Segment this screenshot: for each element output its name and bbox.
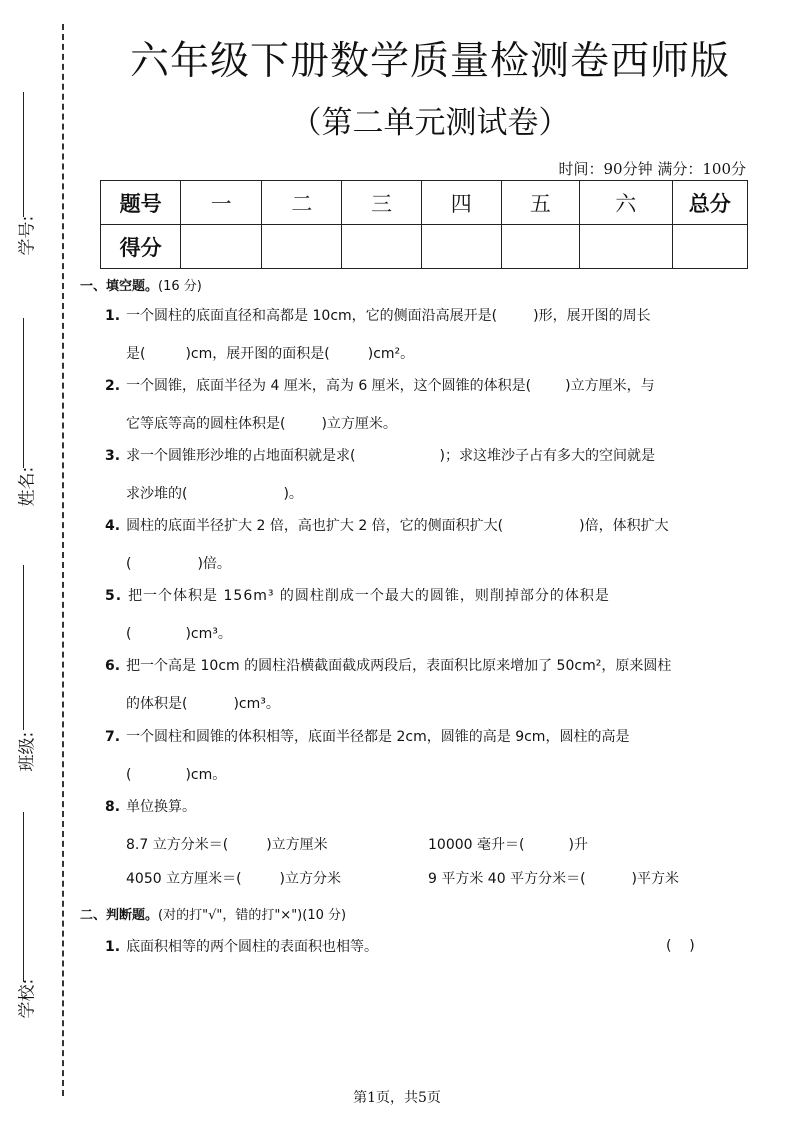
score-cell[interactable]: [672, 225, 747, 269]
score-table-score-row: [101, 225, 748, 269]
section-2-heading: [80, 904, 346, 923]
question-text: )；求这堆沙子占有多大的空间就是: [439, 448, 655, 464]
question-text: )立方厘米: [266, 837, 328, 853]
question-text: )cm³。: [233, 696, 280, 712]
question-text: )形，展开图的周长: [533, 308, 651, 324]
score-table-header-row: [101, 181, 748, 225]
question-6: [105, 649, 717, 684]
question-5-line-2: [126, 623, 232, 643]
school-label: 学校:: [17, 978, 38, 1019]
question-number: 1.: [105, 308, 121, 324]
question-text: )立方厘米。: [321, 416, 397, 432]
question-text: 一个圆柱和圆锥的体积相等，底面半径都是 2cm，圆锥的高是 9cm，圆柱的高是: [126, 729, 630, 745]
question-5: [105, 579, 717, 614]
question-text: )平方米: [631, 871, 680, 887]
school-line: [23, 812, 24, 982]
question-6-line-2: [126, 693, 280, 713]
name-line: [23, 318, 24, 468]
section-1-points: (16 分): [158, 279, 202, 294]
question-number: 8.: [105, 799, 121, 815]
question-text: 一个圆锥，底面半径为 4 厘米，高为 6 厘米，这个圆锥的体积是(: [126, 378, 532, 394]
question-text: )cm³。: [185, 626, 232, 642]
question-number: 1.: [105, 939, 121, 955]
student-id-line: [23, 92, 24, 217]
section-2-points: (对的打"√"，错的打"×")(10 分): [158, 908, 347, 923]
exam-meta: 时间：90分钟 满分：100分: [558, 160, 746, 178]
question-2: [105, 369, 717, 404]
question-text: )倍。: [197, 556, 231, 572]
question-text: 4050 立方厘米＝(: [126, 871, 242, 887]
section-2-title: 二、判断题。: [80, 908, 159, 923]
question-1: [105, 299, 717, 334]
section-1-title: 一、填空题。: [80, 279, 159, 294]
question-text: 一个圆柱的底面直径和高都是 10cm，它的侧面沿高展开是(: [126, 308, 498, 324]
question-7: [105, 720, 717, 755]
question-number: 6.: [105, 658, 121, 674]
question-text: 求沙堆的(: [126, 486, 188, 502]
question-2-line-2: [126, 413, 397, 433]
table-cell: 一: [181, 181, 262, 225]
student-id-label: 学号:: [17, 215, 38, 256]
unit-conversion-row-1b: [428, 834, 588, 854]
table-cell: 得分: [101, 225, 181, 269]
question-text: )立方厘米，与: [565, 378, 655, 394]
table-cell: 总分: [672, 181, 747, 225]
score-cell[interactable]: [501, 225, 579, 269]
question-3-line-2: [126, 483, 303, 503]
name-label: 姓名:: [17, 466, 38, 507]
question-text: (: [126, 626, 132, 642]
score-cell[interactable]: [262, 225, 342, 269]
table-cell: 五: [501, 181, 579, 225]
question-text: 的体积是(: [126, 696, 188, 712]
page-title: 六年级下册数学质量检测卷西师版: [129, 39, 730, 84]
question-number: 7.: [105, 729, 121, 745]
question-text: 把一个高是 10cm 的圆柱沿横截面截成两段后，表面积比原来增加了 50cm²，原来圆柱: [126, 658, 672, 674]
question-text: 单位换算。: [126, 799, 197, 815]
question-text: )cm。: [185, 767, 227, 783]
question-number: 4.: [105, 518, 121, 534]
question-text: 8.7 立方分米＝(: [126, 837, 229, 853]
question-7-line-2: [126, 764, 226, 784]
question-text: )cm，展开图的面积是(: [185, 346, 330, 362]
judgement-question-1: [105, 930, 717, 965]
score-table: [100, 180, 748, 269]
question-1-line-2: [126, 343, 414, 363]
question-text: 求一个圆锥形沙堆的占地面积就是求(: [126, 448, 356, 464]
table-cell: 题号: [101, 181, 181, 225]
section-1-heading: [80, 275, 202, 294]
question-number: 2.: [105, 378, 121, 394]
unit-conversion-row-2: [126, 868, 341, 888]
question-8: [105, 790, 717, 825]
question-text: 是(: [126, 346, 146, 362]
unit-conversion-row-2b: [428, 868, 679, 888]
table-cell: 六: [580, 181, 673, 225]
question-text: 10000 毫升＝(: [428, 837, 525, 853]
question-text: 把一个体积是 156m³ 的圆柱削成一个最大的圆锥，则削掉部分的体积是: [128, 588, 610, 604]
page-footer: 第1页，共5页: [353, 1090, 441, 1106]
question-text: )cm²。: [367, 346, 415, 362]
question-number: 3.: [105, 448, 121, 464]
question-text: )。: [283, 486, 303, 502]
question-text: (: [126, 767, 132, 783]
page-subtitle: （第二单元测试卷）: [290, 105, 570, 141]
question-text: 它等底等高的圆柱体积是(: [126, 416, 286, 432]
score-cell[interactable]: [580, 225, 673, 269]
question-text: 圆柱的底面半径扩大 2 倍，高也扩大 2 倍，它的侧面积扩大(: [126, 518, 504, 534]
score-cell[interactable]: [181, 225, 262, 269]
question-4: [105, 509, 717, 544]
table-cell: 三: [342, 181, 421, 225]
judgement-answer-box[interactable]: ( ): [666, 938, 695, 954]
table-cell: 四: [421, 181, 501, 225]
question-4-line-2: [126, 553, 231, 573]
unit-conversion-row-1: [126, 834, 328, 854]
question-text: )立方分米: [279, 871, 342, 887]
class-line: [23, 565, 24, 730]
question-number: 5.: [105, 588, 123, 604]
question-text: (: [126, 556, 132, 572]
question-text: 9 平方米 40 平方分米＝(: [428, 871, 586, 887]
question-text: )升: [568, 837, 588, 853]
question-3: [105, 439, 717, 474]
class-label: 班级:: [17, 731, 38, 772]
question-text: 底面积相等的两个圆柱的表面积也相等。: [126, 939, 379, 955]
question-text: )倍，体积扩大: [579, 518, 669, 534]
score-cell[interactable]: [342, 225, 421, 269]
score-cell[interactable]: [421, 225, 501, 269]
binding-dashed-line: [62, 24, 64, 1096]
table-cell: 二: [262, 181, 342, 225]
